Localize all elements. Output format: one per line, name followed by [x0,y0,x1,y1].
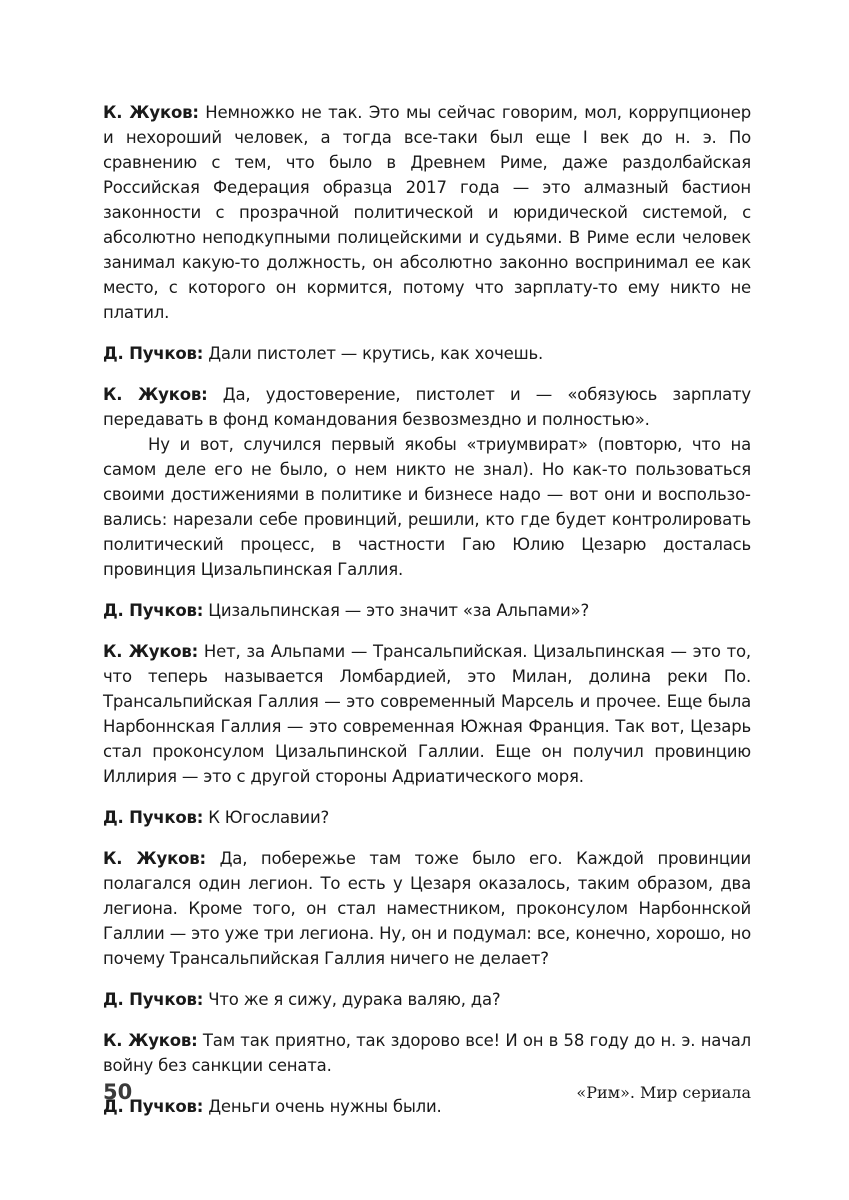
speaker-name: Д. Пучков: [103,1097,204,1116]
paragraph-text: Дали пистолет — крутись, как хочешь. [203,344,544,363]
paragraph [103,432,751,582]
paragraph-text: Цизальпинская — это значит «за Альпами»? [203,601,589,620]
paragraph-text: Там так приятно, так здорово все! И он в 58 году до н. э. начал войну без санкции сената. [103,1031,751,1075]
paragraph [103,846,751,971]
speaker-name: Д. Пучков: [103,601,204,620]
paragraph [103,598,751,623]
page-body [103,100,751,1135]
speaker-name: Д. Пучков: [103,990,204,1009]
running-title: «Рим». Мир сериала [576,1083,751,1102]
paragraph-text: Деньги очень нужны были. [203,1097,442,1116]
speaker-name: Д. Пучков: [103,344,204,363]
speaker-name: К. Жуков: [103,1031,198,1050]
page-footer [103,1080,751,1110]
paragraph-text: Ну и вот, случился первый якобы «триумвират» (повторю, что на самом деле его не было, о нем никто не знал). Но как-то пользоваться своими достижениями в политике и бизнесе надо — вот они и воспользовались: нарезали себе провинций, решили, кто где будет контролировать политический процесс, в частности Гаю Юлию Цезарю досталась провинция Цизальпинская Галлия. [103,435,751,579]
paragraph-text: Немножко не так. Это мы сейчас говорим, мол, коррупционер и нехороший человек, а тогда все-таки был еще I век до н. э. По сравнению с тем, что было в Древнем Риме, даже раздолбайская Российская Федерация образца 2017 года — это алмазный бастион законности с прозрачной политической и юридической системой, с абсолютно неподкупными полицейскими и судьями. В Риме если человек занимал какую-то должность, он абсолютно законно воспринимал ее как место, с которого он кормится, потому что зарплату-то ему никто не платил. [103,103,751,322]
paragraph-text: К Югославии? [203,808,330,827]
paragraph [103,341,751,366]
paragraph-text: Нет, за Альпами — Трансальпийская. Цизальпинская — это то, что теперь называется Ломбардией, это Милан, долина реки По. Трансальпийская Галлия — это современный Марсель и прочее. Еще была Нарбоннская Галлия — это современная Южная Франция. Так вот, Цезарь стал проконсулом Цизальпинской Галлии. Еще он получил провинцию Иллирия — это с другой стороны Адриатического моря. [103,642,751,786]
paragraph [103,805,751,830]
speaker-name: Д. Пучков: [103,808,204,827]
paragraph [103,987,751,1012]
paragraph [103,639,751,789]
paragraph [103,382,751,432]
paragraph-text: Да, побережье там тоже было его. Каждой провинции полагался один легион. То есть у Цезаря оказалось, таким образом, два легиона. Кроме того, он стал наместником, проконсулом Нарбоннской Галлии — это уже три легиона. Ну, он и подумал: все, конечно, хорошо, но почему Трансальпийская Галлия ничего не делает? [103,849,751,968]
paragraph-text: Да, удостоверение, пистолет и — «обязуюсь зарплату передавать в фонд командования безвозмездно и полностью». [103,385,751,429]
page-number: 50 [103,1080,133,1104]
speaker-name: К. Жуков: [103,385,208,404]
paragraph-text: Что же я сижу, дурака валяю, да? [203,990,501,1009]
speaker-name: К. Жуков: [103,103,199,122]
paragraph [103,100,751,325]
speaker-name: К. Жуков: [103,642,199,661]
paragraph [103,1028,751,1078]
speaker-name: К. Жуков: [103,849,206,868]
